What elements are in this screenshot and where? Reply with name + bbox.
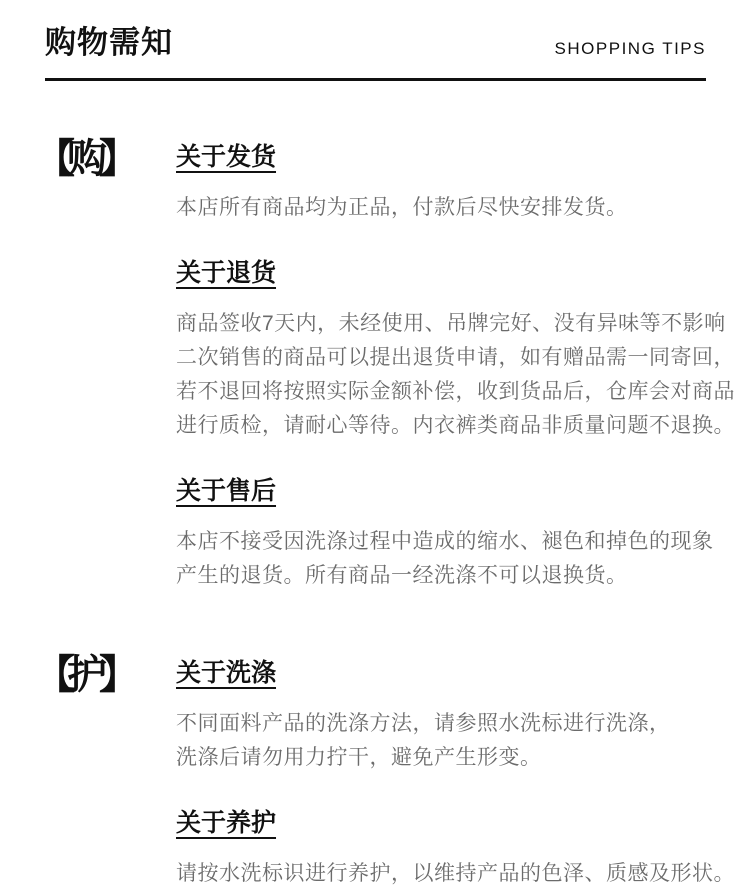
tip-line: 本店不接受因洗涤过程中造成的缩水、褪色和掉色的现象	[176, 530, 714, 553]
page-header	[45, 24, 706, 62]
section-purchase-marker: 【购】	[35, 137, 131, 181]
tip-line: 不同面料产品的洗涤方法，请参照水洗标进行洗涤，	[176, 712, 671, 735]
section-purchase	[35, 137, 735, 593]
tips-content	[35, 137, 735, 891]
tip-item-returns	[176, 257, 735, 443]
tip-line: 二次销售的商品可以提出退货申请，如有赠品需一同寄回，	[176, 346, 735, 369]
tip-body-washing	[176, 707, 706, 775]
tip-heading-shipping: 关于发货	[176, 143, 277, 171]
tip-line: 进行质检，请耐心等待。内衣裤类商品非质量问题不退换。	[176, 414, 735, 437]
tip-heading-washing: 关于洗涤	[176, 659, 277, 687]
tip-heading-returns: 关于退货	[176, 259, 277, 287]
tip-line: 产生的退货。所有商品一经洗涤不可以退换货。	[176, 564, 628, 587]
page-title: 购物需知	[45, 25, 173, 60]
tip-body-maintenance	[176, 857, 735, 891]
tip-item-washing	[176, 657, 706, 775]
tip-item-shipping	[176, 141, 706, 225]
tip-heading-after-sale: 关于售后	[176, 477, 277, 505]
tip-heading-maintenance: 关于养护	[176, 809, 277, 837]
tip-body-shipping	[176, 191, 706, 225]
tip-line: 本店所有商品均为正品，付款后尽快安排发货。	[176, 196, 628, 219]
tip-body-after-sale	[176, 525, 714, 593]
tip-item-maintenance	[176, 807, 735, 891]
tip-item-after-sale	[176, 475, 714, 593]
tip-line: 商品签收7天内，未经使用、吊牌完好、没有异味等不影响	[176, 312, 726, 335]
page-subtitle-en: SHOPPING TIPS	[554, 39, 706, 58]
tip-line: 若不退回将按照实际金额补偿，收到货品后，仓库会对商品	[176, 380, 735, 403]
tip-body-returns	[176, 307, 735, 443]
section-care-marker: 【护】	[35, 653, 131, 697]
section-care	[35, 653, 735, 891]
tip-line: 请按水洗标识进行养护，以维持产品的色泽、质感及形状。	[176, 862, 735, 885]
header-divider	[45, 78, 706, 81]
tip-line: 洗涤后请勿用力拧干，避免产生形变。	[176, 746, 542, 769]
